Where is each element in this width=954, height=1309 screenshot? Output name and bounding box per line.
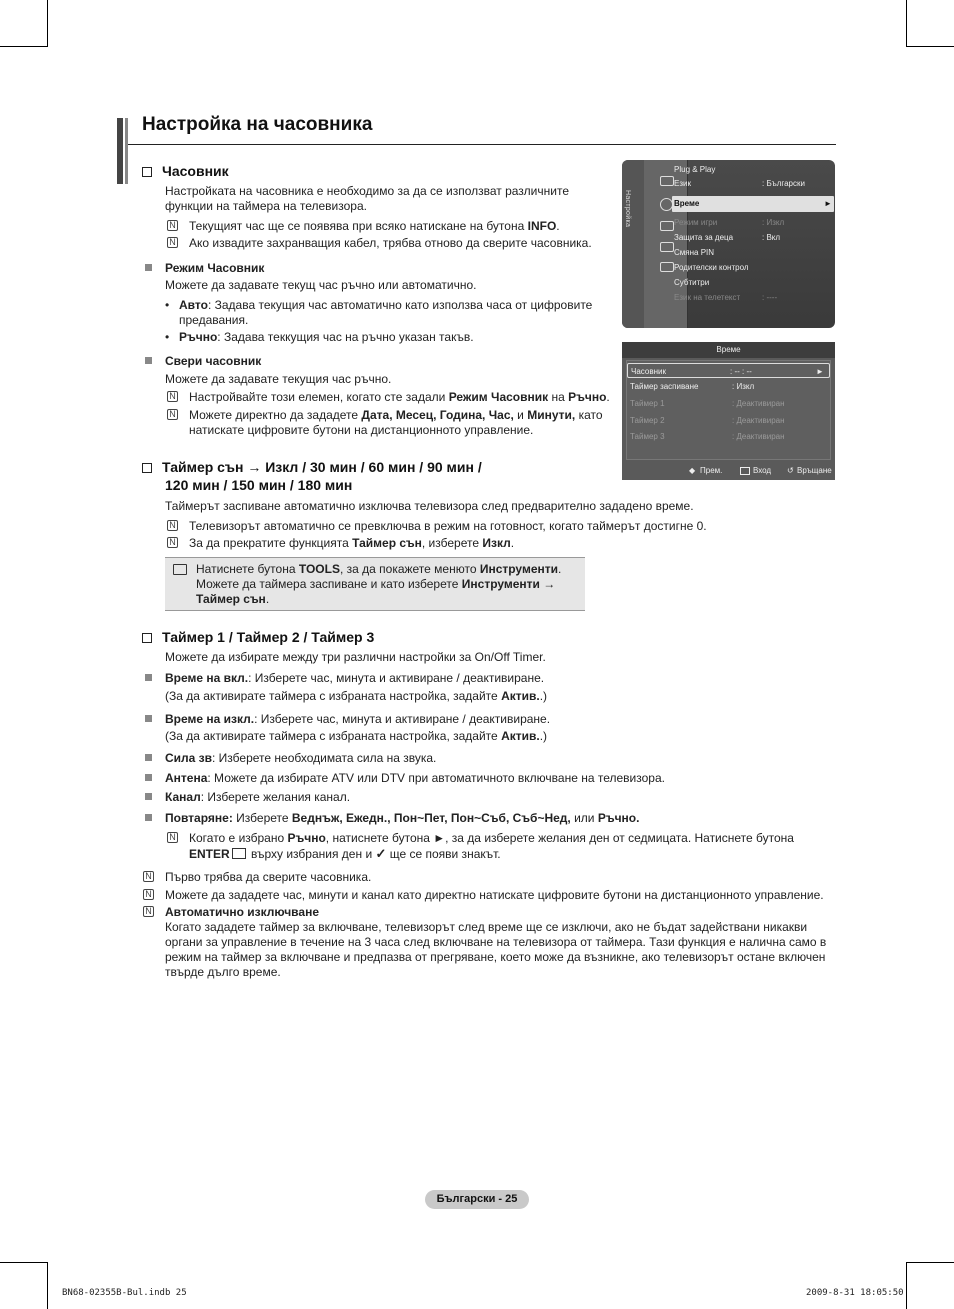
enter-icon [740, 467, 750, 475]
note-icon: N [167, 220, 178, 231]
tv-time-row[interactable]: Таймер заспиване : Изкл [630, 382, 755, 391]
tv-time-row[interactable]: Таймер 1 : Деактивиран [630, 399, 785, 408]
heading-text: Таймер 1 / Таймер 2 / Таймер 3 [162, 629, 375, 645]
clock-note-2: Ако извадите захранващия кабел, трябва отново да сверите часовника. [189, 236, 592, 250]
bullet-square-icon [145, 774, 152, 781]
crop-mark [0, 1262, 47, 1263]
timer-volume-line: Сила зв: Изберете необходимата сила на звука. [165, 751, 437, 765]
footer-move: Прем. [700, 466, 723, 475]
note-icon: N [167, 391, 178, 402]
tip-line-2: Можете да таймера заспиване и като изберете Инструменти → [196, 577, 556, 591]
tv-menu-side-label: Настройка [624, 190, 631, 228]
note-icon: N [167, 832, 178, 843]
timer-channel-line: Канал: Изберете желания канал. [165, 790, 351, 804]
section-heading-timers [142, 628, 374, 646]
heading-text: Часовник [162, 163, 229, 179]
bullet-square-icon [145, 715, 152, 722]
tv-menu-row[interactable]: Родителски контрол [674, 263, 749, 272]
picture-icon[interactable] [660, 176, 674, 186]
bullet-square-icon [145, 357, 152, 364]
tv-time-menu-footer [622, 462, 835, 480]
bottom-note-3-heading: Автоматично изключване [165, 905, 319, 919]
clock-intro: Настройката на часовника е необходимо за да се използват различните функции на таймера на телевизора. [165, 184, 569, 213]
crop-mark [906, 1262, 907, 1309]
bottom-note-3-line-1: Когато зададете таймер за включване, телевизорът след време ще се изключи, ако не бъдат задействани никакви [165, 920, 808, 934]
bottom-note-1: Първо трябва да сверите часовника. [165, 870, 372, 884]
title-rule [128, 144, 836, 145]
print-slug-date: 2009-8-31 18:05:50 [806, 1288, 904, 1298]
application-icon[interactable] [660, 262, 674, 272]
sleep-note-1: Телевизорът автоматично се превключва в режим на готовност, когато таймерът достигне 0. [189, 519, 707, 533]
timer-off-sub: (За да активирате таймера с избраната настройка, задайте Актив..) [165, 729, 548, 743]
checkbox-icon [142, 463, 152, 473]
footer-return: Връщане [797, 466, 832, 475]
note-icon: N [167, 520, 178, 531]
tv-time-row-clock[interactable]: Часовник : -- : -- ► [627, 363, 830, 378]
sleep-note-2: За да прекратите функцията Таймер сън, изберете Изкл. [189, 536, 515, 550]
bullet-dot: • [165, 298, 170, 312]
repeat-note-line-2: ENTER върху избрания ден и ✓ ще се появи знакът. [189, 846, 501, 861]
clock-note-1: Текущият час ще се появява при всяко натискане на бутона INFO. [189, 219, 560, 233]
tv-menu-row[interactable]: Plug & Play [674, 165, 716, 174]
tv-menu-row[interactable]: Език на телетекст : ---- [674, 293, 778, 302]
bullet-square-icon [145, 674, 152, 681]
tv-menu-row[interactable]: Субтитри [674, 278, 710, 287]
clock-mode-desc: Можете да задавате текущ час ръчно или автоматично. [165, 278, 477, 292]
checkbox-icon [142, 633, 152, 643]
tv-menu-row[interactable]: Език : Български [674, 179, 805, 188]
section-heading-sleep-line2: 120 мин / 150 мин / 180 мин [165, 477, 353, 493]
tip-line-3: Таймер сън. [196, 592, 270, 606]
crop-mark [47, 1262, 48, 1309]
timers-desc: Можете да избирате между три различни настройки за On/Off Timer. [165, 650, 546, 664]
section-heading-clock [142, 162, 229, 180]
tv-menu-row[interactable]: Режим игри : Изкл [674, 218, 785, 227]
crop-mark [47, 0, 48, 47]
check-icon: ✓ [375, 846, 387, 861]
arrow-right-icon: ► [816, 367, 824, 376]
bottom-note-3-line-3: режим на таймер за включване и предпазва от прегряване, което може да възникне, ако телевизорът остане включен [165, 950, 826, 964]
bottom-note-3-line-2: органи за управление в течение на 3 часа след включване на телевизора от таймера. Тази функция е налична само в [165, 935, 827, 949]
page-number-label: Български - 25 [425, 1190, 529, 1209]
title-accent-bar [125, 118, 128, 184]
tools-icon [173, 564, 187, 575]
timer-on-line: Време на вкл.: Изберете час, минута и активиране / деактивиране. [165, 671, 545, 685]
bullet-square-icon [145, 814, 152, 821]
set-clock-note-1: Настройвайте този елемен, когато сте задали Режим Часовник на Ръчно. [189, 390, 610, 404]
crop-mark [907, 1262, 954, 1263]
crop-mark [0, 46, 47, 47]
tv-menu-row[interactable]: Смяна PIN [674, 248, 715, 257]
return-icon: ↺ [787, 466, 794, 475]
tools-tip-box [165, 557, 585, 611]
tv-time-row[interactable]: Таймер 2 : Деактивиран [630, 416, 785, 425]
timer-repeat-line: Повтаряне: Изберете Веднъж, Ежедн., Пон~Пет, Пон~Съб, Съб~Нед, или Ръчно. [165, 811, 640, 825]
note-icon: N [143, 906, 154, 917]
clock-auto-line: Авто: Задава текущия час автоматично като използва часа от цифровите [179, 298, 593, 312]
tv-menu-row[interactable]: Защита за деца : Вкл [674, 233, 781, 242]
channel-icon[interactable] [660, 221, 674, 231]
clock-manual-line: Ръчно: Задава теккущия час на ръчно указан такъв. [179, 330, 474, 344]
sleep-desc: Таймерът заспиване автоматично изключва телевизора след предварително зададено време. [165, 499, 694, 513]
page-title: Настройка на часовника [142, 114, 373, 135]
bottom-note-3-line-4: твърде дълго време. [165, 965, 281, 979]
bullet-square-icon [145, 264, 152, 271]
bullet-square-icon [145, 793, 152, 800]
timer-off-line: Време на изкл.: Изберете час, минута и активиране / деактивиране. [165, 712, 551, 726]
note-icon: N [167, 237, 178, 248]
tv-setup-menu [622, 160, 835, 328]
timer-on-sub: (За да активирате таймера с избраната настройка, задайте Актив..) [165, 689, 548, 703]
bottom-note-2: Можете да зададете час, минути и канал като директно натискате цифровите бутони на дистанционното управление. [165, 888, 824, 902]
move-icon: ◆ [689, 466, 696, 475]
heading-text: Таймер сън → Изкл / 30 мин / 60 мин / 90 мин / [162, 459, 482, 475]
title-accent-bar [117, 118, 123, 184]
set-clock-heading: Свери часовник [165, 354, 262, 368]
crop-mark [906, 0, 907, 47]
section-heading-sleep [142, 458, 482, 476]
tv-time-menu [622, 342, 835, 480]
tv-menu-row-selected[interactable]: Време ► [672, 196, 834, 212]
tv-time-row[interactable]: Таймер 3 : Деактивиран [630, 432, 785, 441]
input-icon[interactable] [660, 242, 674, 252]
print-slug-file: BN68-02355B-Bul.indb 25 [62, 1288, 187, 1298]
set-clock-note-2: Можете директно да зададете Дата, Месец, Година, Час, и Минути, като [189, 408, 603, 422]
set-clock-note-2-line2: натискате цифровите бутони на дистанционното управление. [189, 423, 534, 437]
bullet-square-icon [145, 754, 152, 761]
note-icon: N [167, 537, 178, 548]
clock-mode-heading: Режим Часовник [165, 261, 265, 275]
note-icon: N [143, 889, 154, 900]
checkbox-icon [142, 167, 152, 177]
tv-time-menu-title: Време [622, 342, 835, 358]
clock-auto-line-2: предавания. [179, 313, 249, 327]
repeat-note-line-1: Когато е избрано Ръчно, натиснете бутона ►, за да изберете желания ден от седмицата. Натиснете бутона [189, 831, 794, 845]
footer-enter: Вход [753, 466, 772, 475]
note-icon: N [143, 871, 154, 882]
note-icon: N [167, 409, 178, 420]
set-clock-desc: Можете да задавате текущия час ръчно. [165, 372, 392, 386]
enter-icon [232, 848, 246, 859]
tip-line-1: Натиснете бутона TOOLS, за да покажете менюто Инструменти. [196, 562, 562, 576]
bullet-dot: • [165, 330, 170, 344]
tv-menu-side-strip [622, 160, 644, 328]
timer-antenna-line: Антена: Можете да избирате ATV или DTV при автоматичното включване на телевизора. [165, 771, 665, 785]
crop-mark [907, 46, 954, 47]
